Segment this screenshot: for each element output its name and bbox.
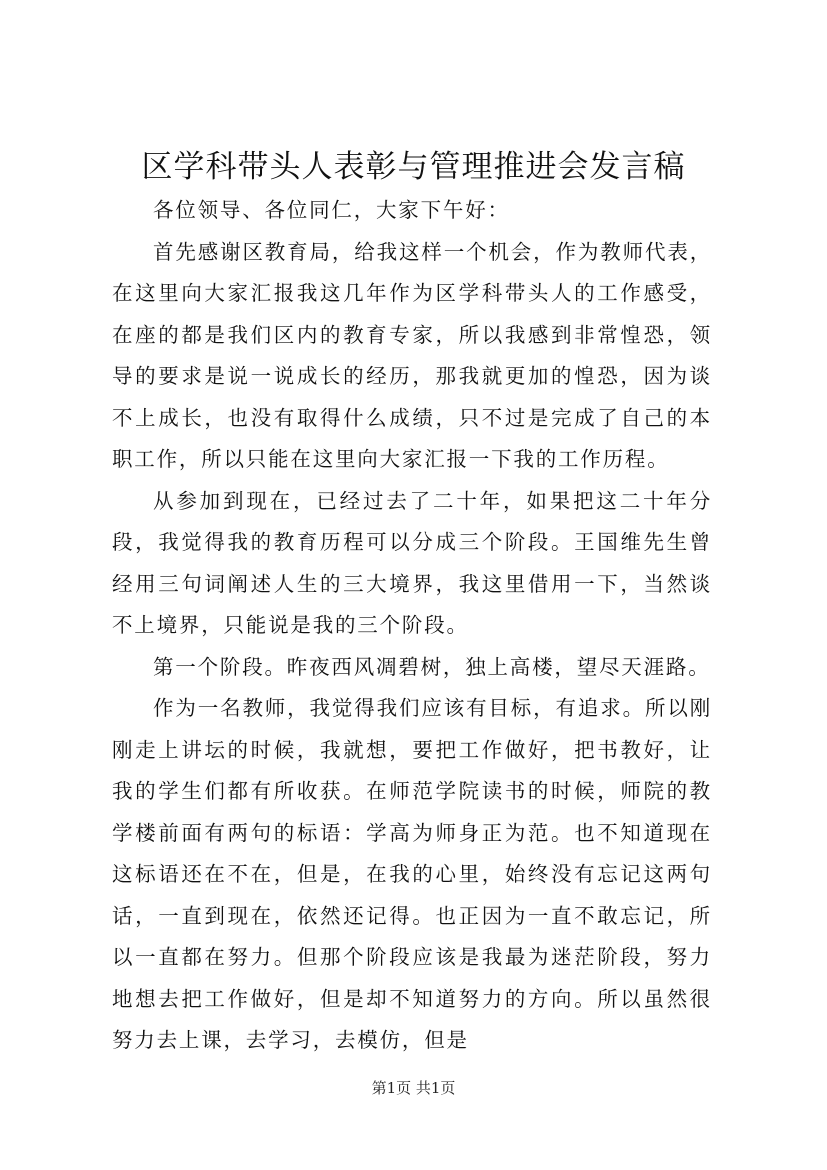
document-title: 区学科带头人表彰与管理推进会发言稿 — [141, 149, 686, 185]
document-body — [112, 190, 712, 1062]
body-paragraph: 作为一名教师，我觉得我们应该有目标，有追求。所以刚刚走上讲坛的时候，我就想，要把工作做好，把书教好，让我的学生们都有所收获。在师范学院读书的时候，师院的教学楼前面有两句的标语：学高为师身正为范。也不知道现在这标语还在不在，但是，在我的心里，始终没有忘记这两句话，一直到现在，依然还记得。也正因为一直不敢忘记，所以一直都在努力。但那个阶段应该是我最为迷茫阶段，努力地想去把工作做好，但是却不知道努力的方向。所以虽然很努力去上课，去学习，去模仿，但是 — [112, 696, 712, 1052]
body-paragraph: 首先感谢区教育局，给我这样一个机会，作为教师代表，在这里向大家汇报我这几年作为区学科带头人的工作感受，在座的都是我们区内的教育专家，所以我感到非常惶恐，领导的要求是说一说成长的经历，那我就更加的惶恐，因为谈不上成长，也没有取得什么成绩，只不过是完成了自己的本职工作，所以只能在这里向大家汇报一下我的工作历程。 — [112, 239, 712, 471]
greeting-paragraph: 各位领导、各位同仁，大家下午好： — [153, 198, 510, 222]
body-paragraph: 从参加到现在，已经过去了二十年，如果把这二十年分段，我觉得我的教育历程可以分成三个阶段。王国维先生曾经用三句词阐述人生的三大境界，我这里借用一下，当然谈不上境界，只能说是我的三个阶段。 — [112, 488, 712, 637]
page-number-footer: 第1页 共1页 — [371, 1079, 456, 1097]
body-paragraph: 第一个阶段。昨夜西风凋碧树，独上高楼，望尽天涯路。 — [153, 654, 711, 679]
